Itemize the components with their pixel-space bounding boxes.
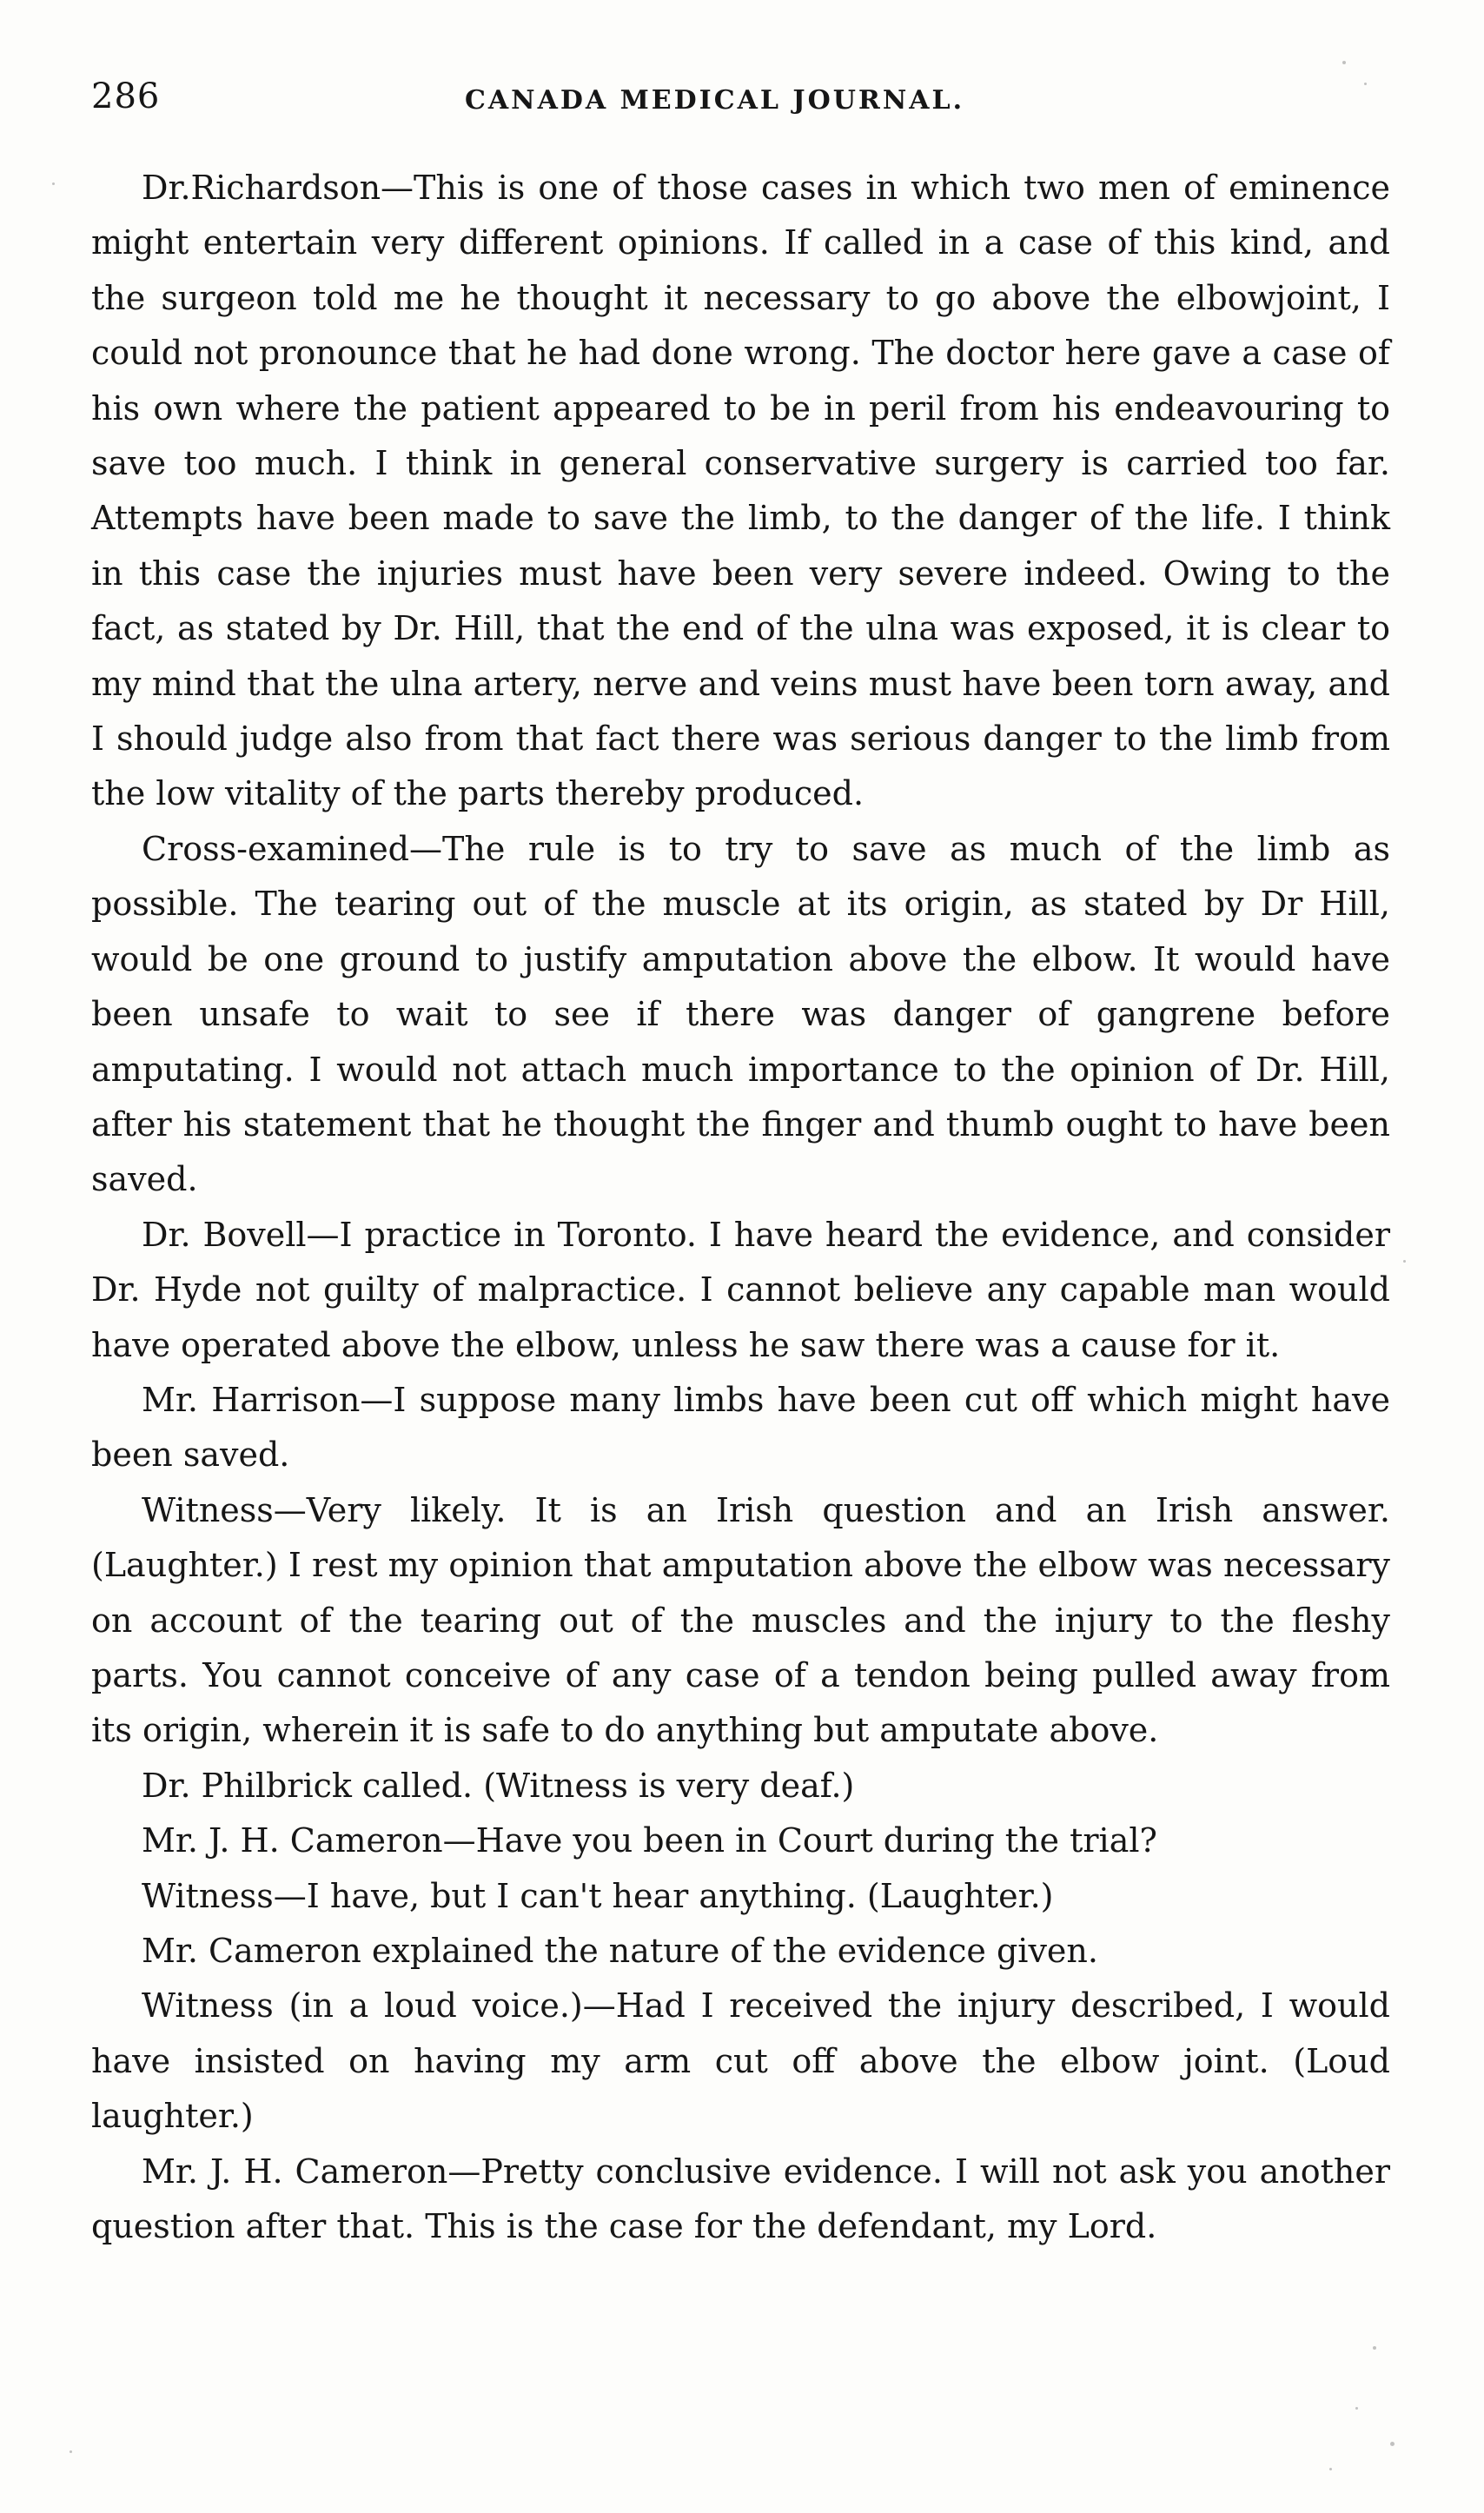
paragraph-philbrick: Dr. Philbrick called. (Witness is very deaf.) xyxy=(142,1766,855,1805)
scan-speck xyxy=(1342,61,1346,64)
scan-speck xyxy=(1373,2346,1376,2350)
page-number: 286 xyxy=(91,76,161,116)
paragraph-bovell: Dr. Bovell—I practice in Toronto. I have heard the evidence, and consider Dr. Hyde not guilty of malpractice. I cannot believe any capable man would have operated above the elbow, unless he saw there was a cause for it. xyxy=(91,1215,1390,1364)
paragraph-witness-irish: Witness—Very likely. It is an Irish question and an Irish answer. (Laughter.) I rest my opinion that amputation above the elbow was necessary on account of the tearing out of the muscles and the injury to the fleshy parts. You cannot conceive of any case of a tendon being pulled away from its origin, wherein it is safe to do anything but amputate above. xyxy=(91,1490,1390,1750)
paragraph-harrison: Mr. Harrison—I suppose many limbs have been cut off which might have been saved. xyxy=(91,1380,1390,1475)
scan-speck xyxy=(1403,1260,1406,1263)
paragraph-witness-loud: Witness (in a loud voice.)—Had I received the injury described, I would have insisted on having my arm cut off above the elbow joint. (Loud laughter.) xyxy=(91,1986,1390,2136)
paragraph-cameron-explained: Mr. Cameron explained the nature of the evidence given. xyxy=(142,1932,1098,1970)
page-header xyxy=(91,76,1395,129)
scan-speck xyxy=(1390,2442,1395,2446)
scan-speck xyxy=(1355,2407,1358,2410)
paragraph-witness-hear: Witness—I have, but I can't hear anything. (Laughter.) xyxy=(142,1876,1054,1915)
scan-speck xyxy=(70,2450,72,2453)
paragraph-cross-examined: Cross-examined—The rule is to try to save as much of the limb as possible. The tearing out of the muscle at its origin, as stated by Dr Hill, would be one ground to justify amputation above the elbow. It would have been unsafe to wait to see if there was danger of gangrene before amputating. I would not attach much importance to the opinion of Dr. Hill, after his statement that he thought the finger and thumb ought to have been saved. xyxy=(91,829,1390,1199)
paragraph-cameron-conclusive: Mr. J. H. Cameron—Pretty conclusive evidence. I will not ask you another question after that. This is the case for the defendant, my Lord. xyxy=(91,2152,1390,2246)
article-body xyxy=(91,161,1390,2254)
scan-speck xyxy=(52,182,55,185)
scan-speck xyxy=(1329,2468,1332,2470)
paragraph-richardson: Dr.Richardson—This is one of those cases in which two men of eminence might entertain very different opinions. If called in a case of this kind, and the surgeon told me he thought it necessary to go above the elbowjoint, I could not pronounce that he had done wrong. The doctor here gave a case of his own where the patient appeared to be in peril from his endeavouring to save too much. I think in general conservative surgery is carried too far. Attempts have been made to save the limb, to the danger of the life. I think in this case the injuries must have been very severe indeed. Owing to the fact, as stated by Dr. Hill, that the end of the ulna was exposed, it is clear to my mind that the ulna artery, nerve and veins must have been torn away, and I should judge also from that fact there was serious danger to the limb from the low vitality of the parts thereby produced. xyxy=(91,169,1390,813)
paragraph-cameron-question: Mr. J. H. Cameron—Have you been in Court during the trial? xyxy=(142,1821,1157,1860)
running-head: CANADA MEDICAL JOURNAL. xyxy=(465,85,965,116)
scan-speck xyxy=(1364,83,1367,85)
